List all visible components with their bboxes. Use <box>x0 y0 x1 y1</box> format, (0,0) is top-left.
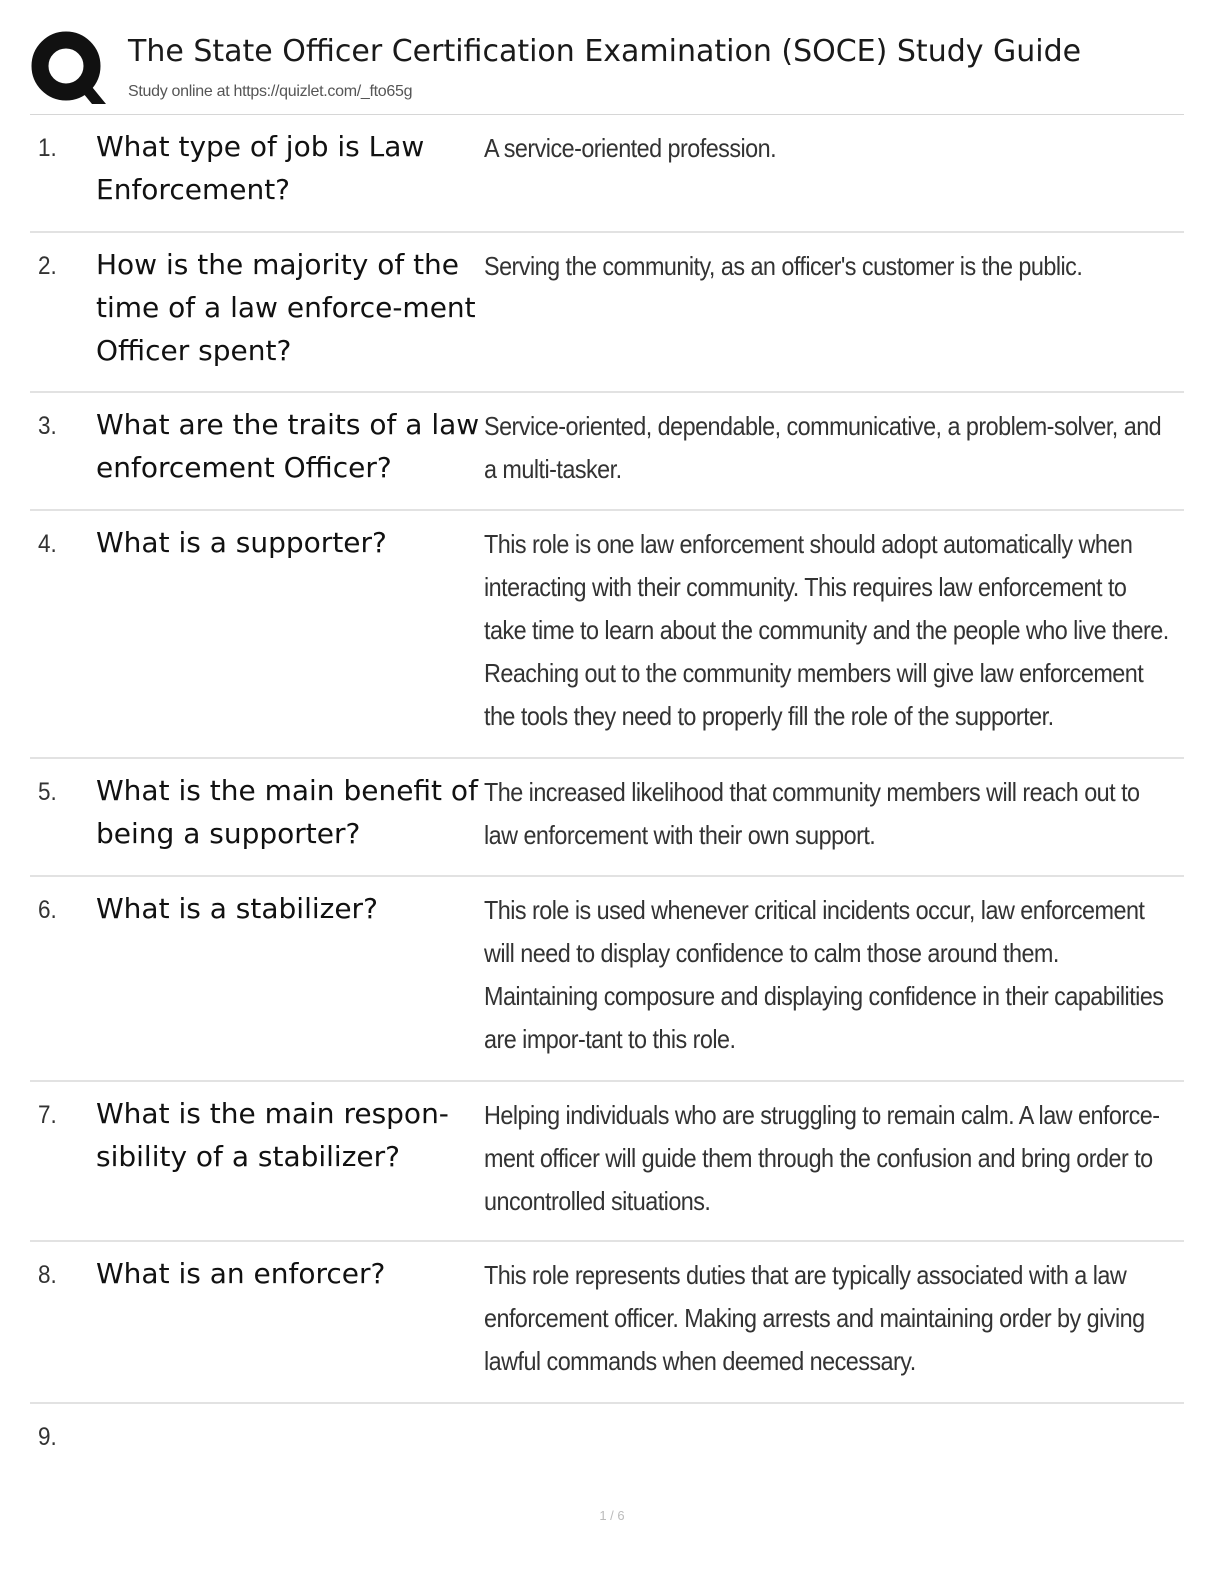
card-definition: Helping individuals who are struggling to remain calm. A law enforce-ment officer will guide them through the confusion and bring order to uncontrolled situations. <box>484 1100 1160 1216</box>
flashcard-row <box>30 877 1184 1082</box>
card-number: 6. <box>38 896 57 924</box>
card-definition: This role is one law enforcement should adopt automatically when interacting with their community. This requires law enforcement to take time to learn about the community and the people who live there. Reaching out to the community members will give law enforcement the tools they need to properly fill the role of the supporter. <box>484 529 1169 731</box>
card-number: 2. <box>38 252 57 280</box>
card-definition: Serving the community, as an officer's customer is the public. <box>484 251 1083 281</box>
page-number: 1 / 6 <box>599 1508 625 1523</box>
card-term: What is an enforcer? <box>96 1257 386 1290</box>
flashcard-row <box>30 393 1184 511</box>
flashcard-row <box>30 511 1184 759</box>
card-term: How is the majority of the time of a law enforce-ment Officer spent? <box>96 248 476 367</box>
quizlet-q-logo-icon <box>30 30 110 110</box>
flashcard-row <box>30 1404 1184 1484</box>
flashcard-row <box>30 759 1184 877</box>
card-definition: This role represents duties that are typically associated with a law enforcement officer. Making arrests and maintaining order by giving lawful commands when deemed necessary. <box>484 1260 1145 1376</box>
card-definition: Service-oriented, dependable, communicative, a problem-solver, and a multi-tasker. <box>484 411 1162 484</box>
flashcard-row <box>30 115 1184 233</box>
card-number: 3. <box>38 412 57 440</box>
card-number: 8. <box>38 1261 57 1289</box>
card-definition: A service-oriented profession. <box>484 133 777 163</box>
study-online-link[interactable]: Study online at https://quizlet.com/_fto65g <box>128 83 413 100</box>
flashcard-row <box>30 1242 1184 1404</box>
document-header <box>30 28 1184 115</box>
card-number: 4. <box>38 530 57 558</box>
card-term: What are the traits of a law enforcement Officer? <box>96 408 480 484</box>
card-definition: This role is used whenever critical incidents occur, law enforcement will need to display confidence to calm those around them. Maintaining composure and displaying confidence in their capabilities are impor-tant to this role. <box>484 895 1164 1054</box>
document-title: The State Officer Certification Examination (SOCE) Study Guide <box>128 34 1082 69</box>
card-term: What is a supporter? <box>96 526 387 559</box>
card-definition: The increased likelihood that community members will reach out to law enforcement with their own support. <box>484 777 1140 850</box>
card-number: 9. <box>38 1423 57 1451</box>
flashcard-list <box>30 115 1184 1484</box>
card-term: What type of job is Law Enforcement? <box>96 130 425 206</box>
card-number: 5. <box>38 778 57 806</box>
card-number: 7. <box>38 1101 57 1129</box>
card-term: What is the main respon-sibility of a stabilizer? <box>96 1097 449 1173</box>
card-term: What is the main benefit of being a supporter? <box>96 774 478 850</box>
card-term: What is a stabilizer? <box>96 892 378 925</box>
flashcard-row <box>30 233 1184 393</box>
flashcard-row <box>30 1082 1184 1242</box>
card-number: 1. <box>38 134 57 162</box>
